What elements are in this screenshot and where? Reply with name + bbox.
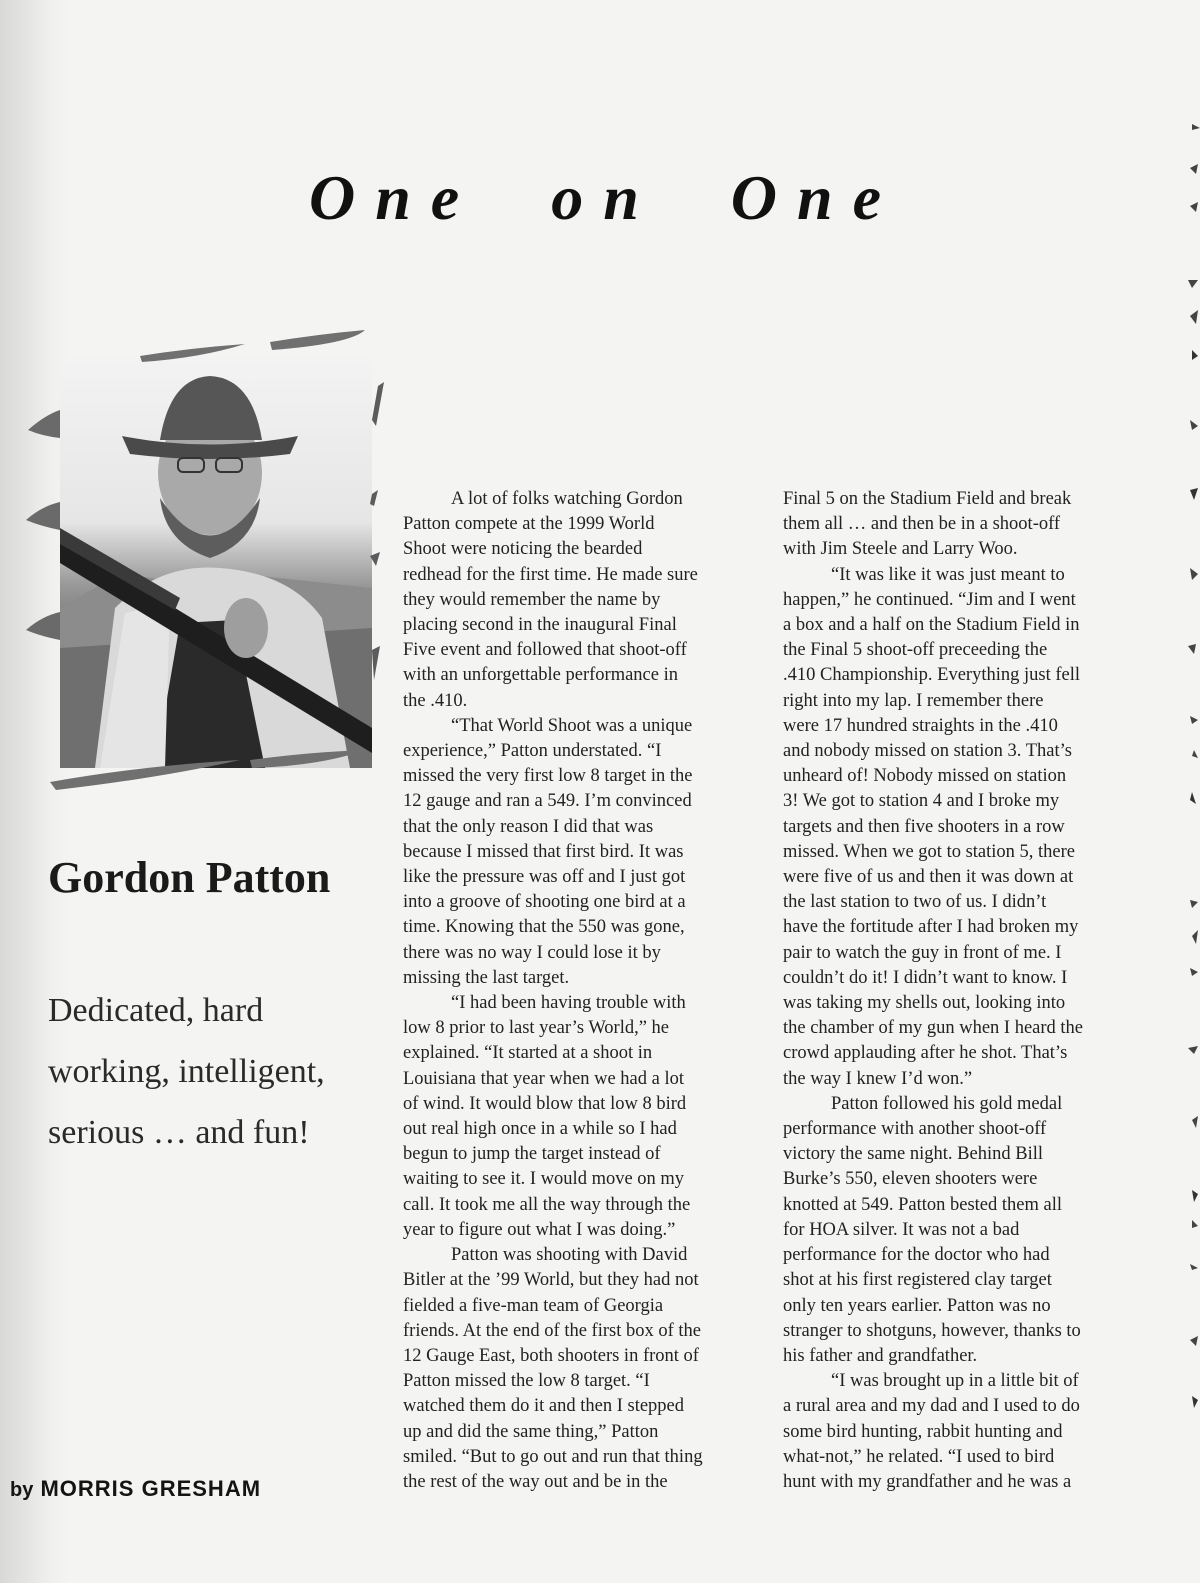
author-byline: [10, 1476, 261, 1502]
article-line: victory the same night. Behind Bill: [783, 1144, 1043, 1165]
article-line: some bird hunting, rabbit hunting and: [783, 1421, 1063, 1442]
article-line: 12 gauge and ran a 549. I’m convinced: [403, 791, 692, 812]
article-line: Bitler at the ’99 World, but they had not: [403, 1270, 699, 1291]
article-line: targets and then five shooters in a row: [783, 816, 1065, 837]
article-line: low 8 prior to last year’s World,” he: [403, 1018, 670, 1039]
article-line: performance for the doctor who had: [783, 1245, 1050, 1266]
article-line: .410 Championship. Everything just fell: [783, 665, 1081, 686]
article-line: Five event and followed that shoot-off: [403, 640, 687, 661]
article-line: stranger to shotguns, however, thanks to: [783, 1320, 1081, 1341]
article-line: missed. When we got to station 5, there: [783, 841, 1076, 862]
article-line: time. Knowing that the 550 was gone,: [403, 917, 685, 938]
article-line: have the fortitude after I had broken my: [783, 917, 1079, 938]
decorative-ribbons: [20, 320, 400, 790]
subject-tagline: [48, 980, 378, 1163]
article-line: pair to watch the guy in front of me. I: [783, 942, 1062, 963]
article-line: shot at his first registered clay target: [783, 1270, 1052, 1291]
article-line: experience,” Patton understated. “I: [403, 741, 662, 762]
article-line: crowd applauding after he shot. That’s: [783, 1043, 1068, 1064]
article-line: “I had been having trouble with: [451, 993, 686, 1014]
article-line: the chamber of my gun when I heard the: [783, 1018, 1084, 1039]
article-line: fielded a five-man team of Georgia: [403, 1295, 664, 1316]
article-line: because I missed that first bird. It was: [403, 841, 684, 862]
article-line: there was no way I could lose it by: [403, 942, 661, 963]
article-line: “It was like it was just meant to: [831, 564, 1065, 585]
page-title: One on One: [308, 161, 902, 233]
article-line: for HOA silver. It was not a bad: [783, 1219, 1020, 1240]
article-line: explained. “It started at a shoot in: [403, 1043, 653, 1064]
article-line: the way I knew I’d won.”: [783, 1068, 973, 1089]
article-line: they would remember the name by: [403, 589, 661, 610]
article-line: happen,” he continued. “Jim and I went: [783, 589, 1076, 610]
article-line: that the only reason I did that was: [403, 816, 654, 837]
article-line: his father and grandfather.: [783, 1345, 978, 1366]
article-line: missed the very first low 8 target in the: [403, 766, 693, 787]
article-line: only ten years earlier. Patton was no: [783, 1295, 1051, 1316]
article-line: Patton compete at the 1999 World: [403, 514, 655, 535]
byline-prefix: by: [10, 1479, 34, 1501]
page-gutter-shadow: [0, 0, 70, 1583]
article-line: couldn’t do it! I didn’t want to know. I: [783, 967, 1068, 988]
article-line: the last station to two of us. I didn’t: [783, 892, 1047, 913]
article-line: of wind. It would blow that low 8 bird: [403, 1093, 687, 1114]
article-line: was taking my shells out, looking into: [783, 993, 1066, 1014]
article-line: like the pressure was off and I just got: [403, 867, 686, 888]
article-line: the rest of the way out and be in the: [403, 1471, 668, 1492]
article-line: knotted at 549. Patton bested them all: [783, 1194, 1062, 1215]
article-line: the .410.: [403, 690, 468, 711]
article-line: the Final 5 shoot-off preceeding the: [783, 640, 1048, 661]
article-line: missing the last target.: [403, 967, 570, 988]
article-line: begun to jump the target instead of: [403, 1144, 661, 1165]
article-line: friends. At the end of the first box of the: [403, 1320, 701, 1341]
article-line: a rural area and my dad and I used to do: [783, 1396, 1080, 1417]
article-line: “That World Shoot was a unique: [451, 715, 693, 736]
tagline-line: working, intelligent,: [48, 1053, 325, 1090]
article-line: 12 Gauge East, both shooters in front of: [403, 1345, 699, 1366]
article-line: with Jim Steele and Larry Woo.: [783, 539, 1018, 560]
article-line: Patton was shooting with David: [451, 1245, 688, 1266]
article-line: a box and a half on the Stadium Field in: [783, 615, 1080, 636]
article-line: with an unforgettable performance in: [403, 665, 678, 686]
article-line: what-not,” he related. “I used to bird: [783, 1446, 1055, 1467]
subject-name: Gordon Patton: [48, 853, 331, 902]
article-line: A lot of folks watching Gordon: [451, 489, 683, 509]
article-line: into a groove of shooting one bird at a: [403, 892, 686, 913]
article-line: smiled. “But to go out and run that thing: [403, 1446, 703, 1467]
article-line: call. It took me all the way through the: [403, 1194, 691, 1215]
article-line: performance with another shoot-off: [783, 1119, 1047, 1140]
article-line: were 17 hundred straights in the .410: [783, 715, 1058, 736]
article-line: them all … and then be in a shoot-off: [783, 514, 1061, 535]
tagline-line: serious … and fun!: [48, 1114, 310, 1151]
tagline-line: Dedicated, hard: [48, 992, 264, 1029]
article-line: 3! We got to station 4 and I broke my: [783, 791, 1060, 812]
article-line: Final 5 on the Stadium Field and break: [783, 489, 1072, 509]
article-line: Shoot were noticing the bearded: [403, 539, 643, 560]
article-line: unheard of! Nobody missed on station: [783, 766, 1067, 787]
author-name: MORRIS GRESHAM: [40, 1476, 262, 1501]
article-line: Louisiana that year when we had a lot: [403, 1068, 684, 1089]
article-line: and nobody missed on station 3. That’s: [783, 741, 1072, 762]
article-line: up and did the same thing,” Patton: [403, 1421, 659, 1442]
article-line: Patton followed his gold medal: [831, 1093, 1063, 1114]
article-line: were five of us and then it was down at: [783, 867, 1074, 888]
article-line: “I was brought up in a little bit of: [831, 1371, 1079, 1392]
article-line: redhead for the first time. He made sure: [403, 564, 698, 585]
article-line: Burke’s 550, eleven shooters were: [783, 1169, 1038, 1190]
article-line: out real high once in a while so I had: [403, 1119, 677, 1140]
article-column-2: [783, 487, 1153, 1495]
article-line: waiting to see it. I would move on my: [403, 1169, 685, 1190]
article-line: placing second in the inaugural Final: [403, 615, 677, 636]
page-edge-marks: [1178, 110, 1200, 1430]
article-column-1: [403, 487, 773, 1495]
article-line: watched them do it and then I stepped: [403, 1396, 685, 1417]
article-line: year to figure out what I was doing.”: [403, 1219, 676, 1240]
article-line: hunt with my grandfather and he was a: [783, 1471, 1072, 1492]
article-line: Patton missed the low 8 target. “I: [403, 1371, 650, 1392]
article-line: right into my lap. I remember there: [783, 690, 1044, 711]
